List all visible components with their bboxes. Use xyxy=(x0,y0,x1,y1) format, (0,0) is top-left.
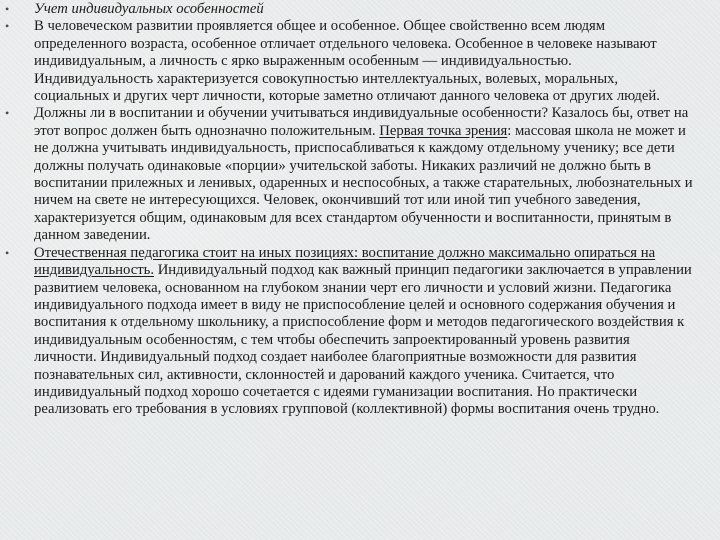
underlined-phrase: Отечественная педагогика стоит на иных позициях: воспитание должно максимально опираться на индивидуальность. xyxy=(34,244,656,279)
bullet-list xyxy=(0,1,694,419)
bullet-icon: • xyxy=(5,245,10,260)
bullet-item-individuality xyxy=(0,18,694,105)
bullet-item-domestic-pedagogy xyxy=(0,245,694,419)
paragraph-text-start: Должны ли в воспитании и обучении учитываться индивидуальные особенности? Казалось бы, ответ на этот вопрос должен быть однозначно положительным. xyxy=(34,105,689,139)
bullet-item-title xyxy=(0,1,694,18)
bullet-icon: • xyxy=(5,106,10,121)
bullet-icon: • xyxy=(5,19,10,34)
underlined-phrase: Первая точка зрения xyxy=(379,122,508,139)
bullet-item-first-view xyxy=(0,105,694,244)
bullet-icon: • xyxy=(5,2,10,16)
paragraph-text: В человеческом развитии проявляется общее и особенное. Общее свойственно всем людям определенного возраста, особенное отличает отдельного человека. Особенное в человеке называют индивидуальным, а личность с ярко выраженным особенным — индивидуальностью. Индивидуальность характеризуется совокупностью интеллектуальных, волевых, моральных, социальных и других черт личности, которые заметно отличают данного человека от других людей. xyxy=(34,18,660,105)
paragraph-text-end: : массовая школа не может и не должна учитывать индивидуальность, приспосабливаться к каждому отдельному ученику; все дети должны получать одинаковые «порции» учительской заботы. Никаких различий не должно быть в воспитании прилежных и ленивых, одаренных и неспособных, а также старательных, любознательных и ничем на свете не интересующихся. Человек, окончивший тот или иной тип учебного заведения, характеризуется общим, одинаковым для всех стандартом обученности и воспитанности, принятым в данном заведении. xyxy=(34,122,693,244)
paragraph-text-end: Индивидуальный подход как важный принцип педагогики заключается в управлении развитием человека, основанном на глубоком знании черт его личности и условий жизни. Педагогика индивидуального подхода имеет в виду не приспособление целей и основного содержания обучения и воспитания к отдельному школьнику, а приспособление форм и методов педагогического воздействия к индивидуальным особенностям, с тем чтобы обеспечить запроектированный уровень развития личности. Индивидуальный подход создает наиболее благоприятные возможности для развития познавательных сил, активности, склонностей и дарований каждого ученика. Считается, что индивидуальный подход хорошо сочетается с идеями гуманизации воспитания. Но практически реализовать его требования в условиях групповой (коллективной) формы воспитания очень трудно. xyxy=(34,262,692,418)
slide-title: Учет индивидуальных особенностей xyxy=(34,1,264,17)
